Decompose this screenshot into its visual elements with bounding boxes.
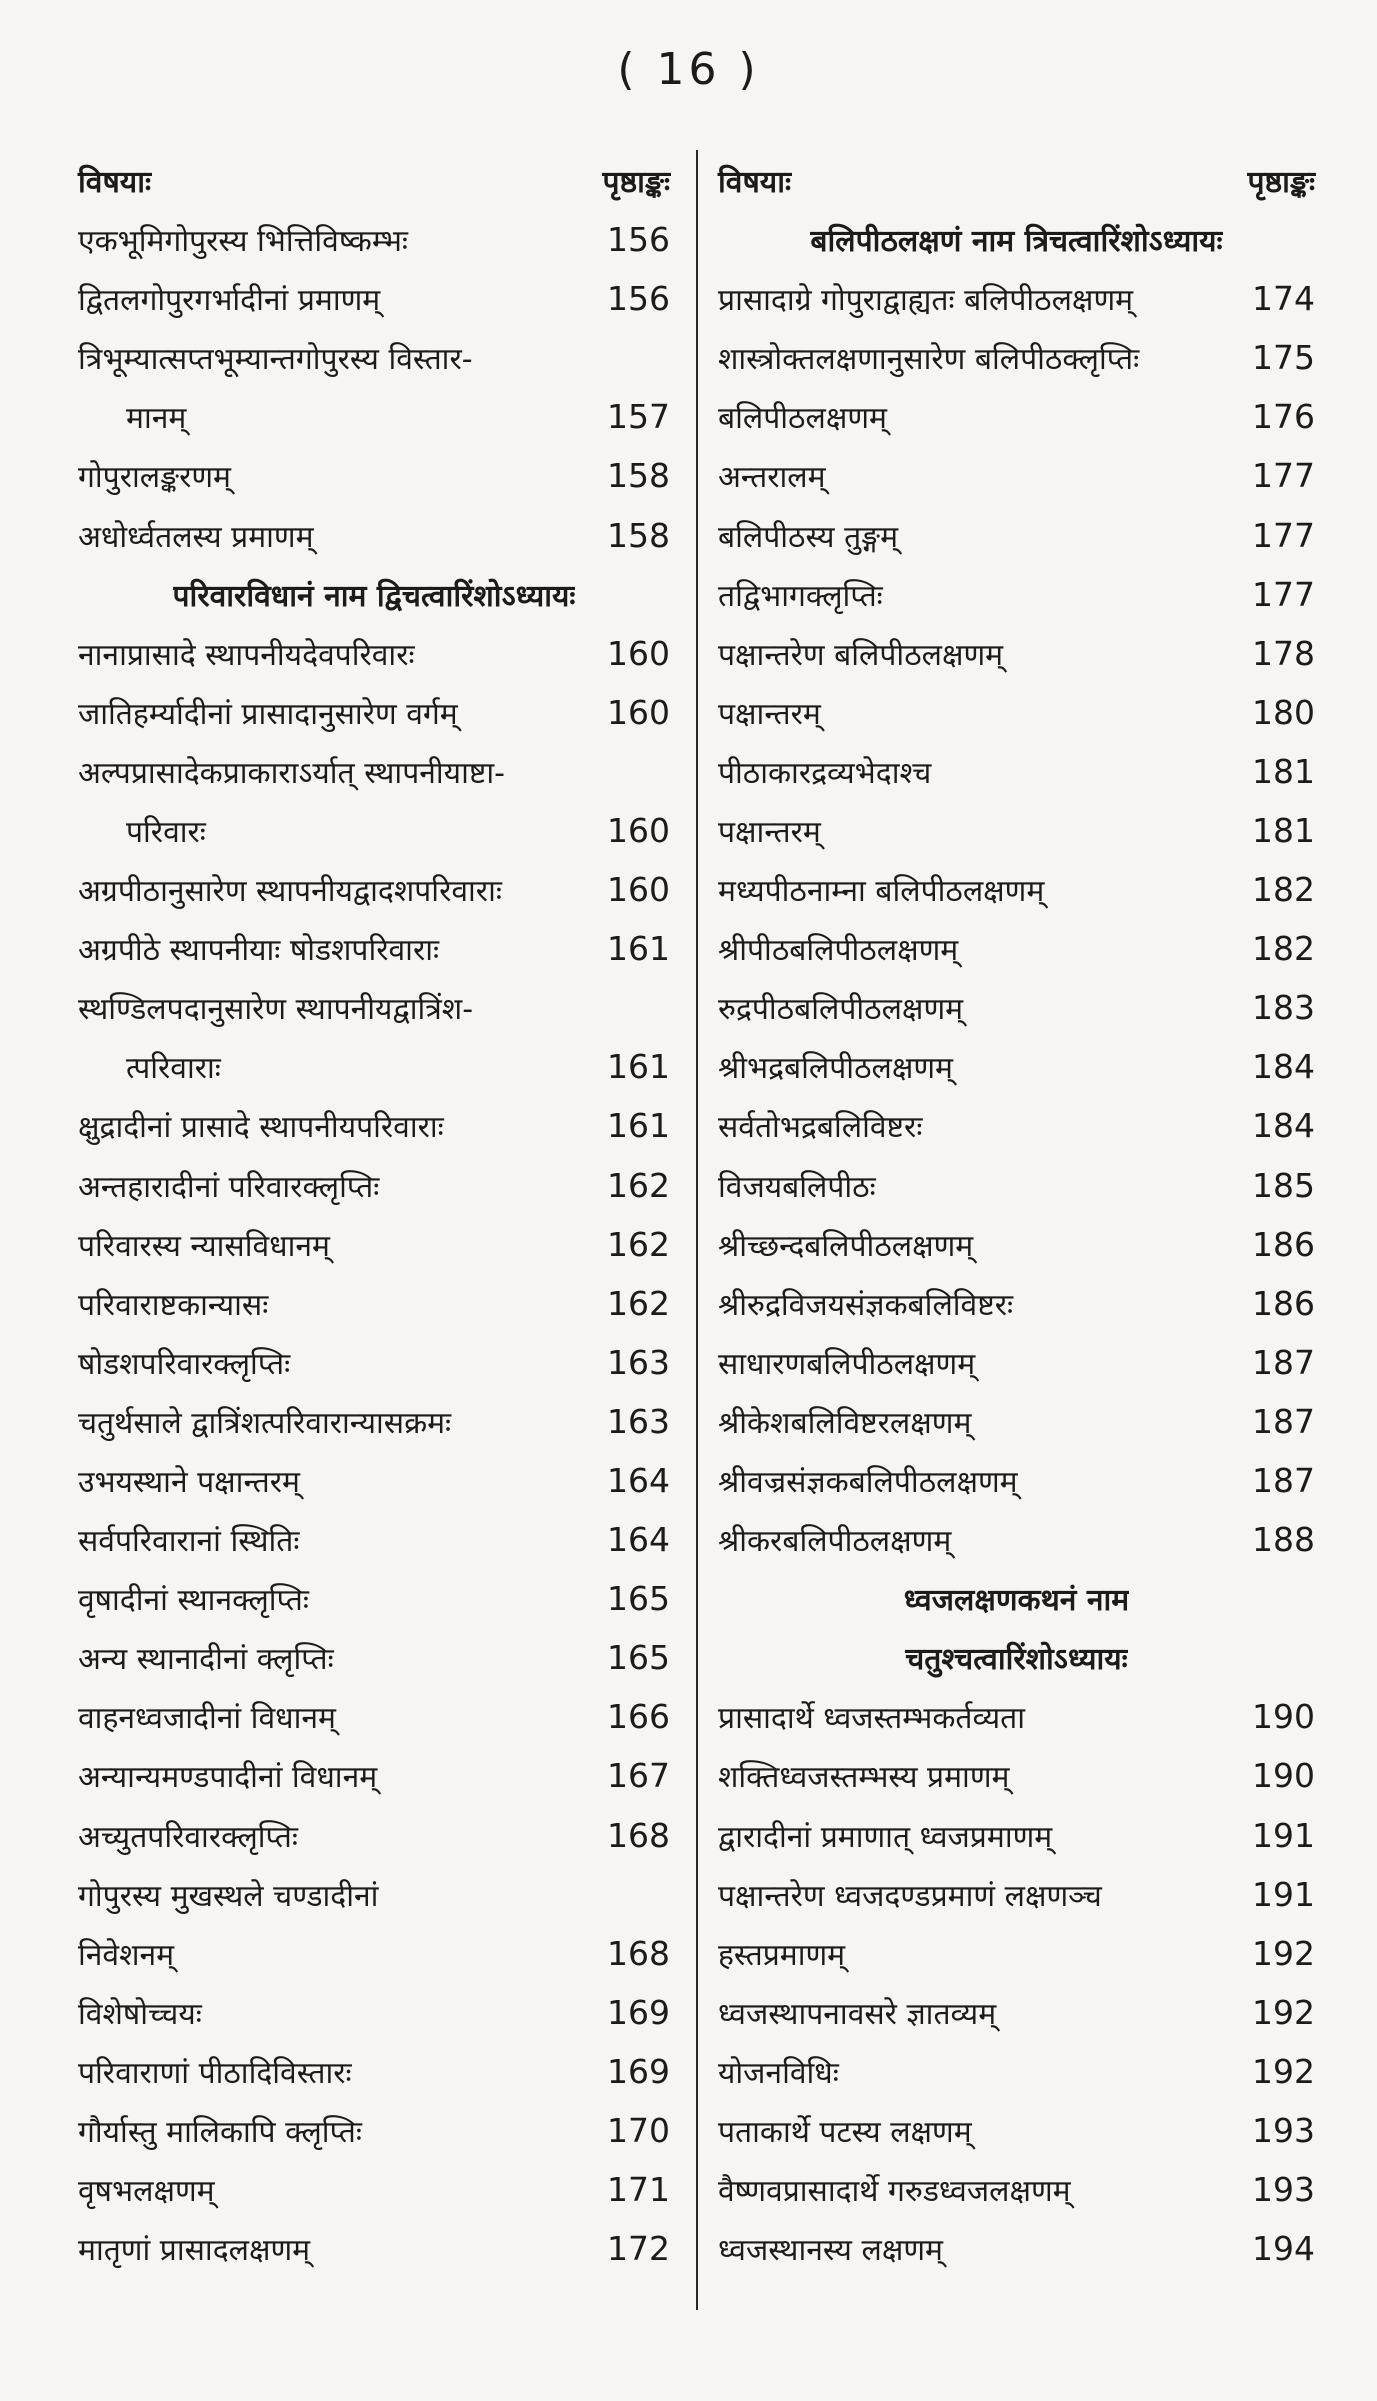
entry-page: 165 [607, 1579, 670, 1619]
toc-entry [718, 1037, 1315, 1096]
toc-entry [78, 1215, 670, 1274]
entry-page: 162 [607, 1224, 670, 1264]
toc-entry [718, 328, 1315, 387]
entry-title: परिवाराणां पीठादिविस्तारः [78, 2055, 352, 2091]
toc-entry [718, 1865, 1315, 1924]
entry-page: 161 [607, 1106, 670, 1146]
left-header-subject: विषयाः [78, 164, 152, 200]
entry-title: त्रिभूम्यात्सप्तभूम्यान्तगोपुरस्य विस्तार- [78, 342, 473, 378]
entry-title: पताकार्थे पटस्य लक्षणम् [718, 2115, 972, 2151]
entry-title: हस्तप्रमाणम् [718, 1937, 846, 1973]
entry-title: अन्तहारादीनां परिवारक्लृप्तिः [78, 1169, 380, 1205]
toc-entry [78, 328, 670, 387]
toc-entry [718, 1687, 1315, 1746]
toc-entry [718, 2042, 1315, 2101]
entry-title: अग्रपीठे स्थापनीयाः षोडशपरिवाराः [78, 933, 440, 969]
entry-title: पक्षान्तरम् [718, 696, 821, 732]
toc-entry [718, 1096, 1315, 1155]
entry-title: अन्यान्यमण्डपादीनां विधानम् [78, 1760, 378, 1796]
entry-page: 168 [607, 1815, 670, 1855]
entry-title: प्रासादार्थे ध्वजस्तम्भकर्तव्यता [718, 1701, 1026, 1737]
entry-page: 177 [1252, 456, 1315, 496]
entry-page: 192 [1252, 1992, 1315, 2032]
right-column [718, 150, 1315, 2278]
entry-title: विशेषोच्चयः [78, 1996, 202, 2032]
toc-entry [78, 446, 670, 505]
entry-page: 181 [1252, 751, 1315, 791]
toc-entry [718, 742, 1315, 801]
entry-title: गोपुरस्य मुखस्थले चण्डादीनां [78, 1878, 379, 1914]
entry-title: योजनविधिः [718, 2055, 839, 2091]
toc-entry [78, 860, 670, 919]
toc-entry [78, 1924, 670, 1983]
entry-title: ध्वजलक्षणकथनं नाम [903, 1583, 1130, 1619]
entry-page: 190 [1252, 1756, 1315, 1796]
page-number: ( 16 ) [617, 44, 760, 95]
entry-page: 182 [1252, 870, 1315, 910]
toc-entry [78, 1628, 670, 1687]
entry-page: 160 [607, 633, 670, 673]
entry-title: गौर्यास्तु मालिकापि क्लृप्तिः [78, 2115, 362, 2151]
entry-page: 169 [607, 1992, 670, 2032]
toc-entry [78, 1687, 670, 1746]
entry-title: वैष्णवप्रासादार्थे गरुडध्वजलक्षणम् [718, 2174, 1071, 2210]
entry-title: चतुर्थसाले द्वात्रिंशत्परिवारान्यासक्रमः [78, 1405, 452, 1441]
entry-page: 165 [607, 1638, 670, 1678]
entry-page: 160 [607, 810, 670, 850]
toc-entry [78, 269, 670, 328]
toc-entry [718, 978, 1315, 1037]
right-entries [718, 210, 1315, 2278]
entry-title: त्परिवाराः [126, 1051, 221, 1087]
entry-title: बलिपीठस्य तुङ्गम् [718, 519, 899, 555]
entry-title: बलिपीठलक्षणं नाम त्रिचत्वारिंशोऽध्यायः [810, 224, 1223, 260]
toc-entry [718, 1924, 1315, 1983]
entry-title: परिवारः [126, 814, 206, 850]
entry-title: अग्रपीठानुसारेण स्थापनीयद्वादशपरिवाराः [78, 874, 502, 910]
entry-page: 186 [1252, 1283, 1315, 1323]
entry-page: 192 [1252, 2051, 1315, 2091]
entry-title: द्वारादीनां प्रमाणात् ध्वजप्रमाणम् [718, 1819, 1053, 1855]
chapter-heading [78, 565, 670, 624]
toc-entry [78, 1156, 670, 1215]
entry-title: द्वितलगोपुरगर्भादीनां प्रमाणम् [78, 283, 381, 319]
entry-page: 181 [1252, 810, 1315, 850]
entry-page: 162 [607, 1283, 670, 1323]
entry-page: 157 [607, 397, 670, 437]
toc-entry [718, 1392, 1315, 1451]
entry-title: अन्य स्थानादीनां क्लृप्तिः [78, 1642, 334, 1678]
entry-title: परिवारविधानं नाम द्विचत्वारिंशोऽध्यायः [172, 578, 576, 614]
toc-entry [718, 446, 1315, 505]
toc-entry [78, 978, 670, 1037]
entry-title: नानाप्रासादे स्थापनीयदेवपरिवारः [78, 637, 415, 673]
entry-page: 161 [607, 929, 670, 969]
entry-page: 160 [607, 870, 670, 910]
toc-entry [718, 565, 1315, 624]
entry-page: 190 [1252, 1697, 1315, 1737]
entry-page: 177 [1252, 515, 1315, 555]
toc-entry [718, 269, 1315, 328]
entry-title: श्रीकेशबलिविष्टरलक्षणम् [718, 1405, 972, 1441]
entry-title: ध्वजस्थानस्य लक्षणम् [718, 2233, 943, 2269]
entry-page: 175 [1252, 338, 1315, 378]
entry-title: श्रीरुद्रविजयसंज्ञकबलिविष्टरः [718, 1287, 1014, 1323]
toc-entry [718, 801, 1315, 860]
entry-page: 174 [1252, 279, 1315, 319]
chapter-heading [718, 1569, 1315, 1628]
entry-page: 168 [607, 1933, 670, 1973]
entry-title: षोडशपरिवारक्लृप्तिः [78, 1346, 291, 1382]
toc-entry [78, 1451, 670, 1510]
entry-page: 188 [1252, 1520, 1315, 1560]
entry-title: पक्षान्तरेण बलिपीठलक्षणम् [718, 637, 1004, 673]
entry-page: 156 [607, 279, 670, 319]
entry-title: मातृणां प्रासादलक्षणम् [78, 2233, 311, 2269]
entry-title: ध्वजस्थापनावसरे ज्ञातव्यम् [718, 1996, 997, 2032]
toc-entry [718, 860, 1315, 919]
left-header-page: पृष्ठाङ्कः [602, 164, 670, 200]
toc-entry [718, 387, 1315, 446]
entry-title: वृषभलक्षणम् [78, 2174, 215, 2210]
entry-title: गोपुरालङ्करणम् [78, 460, 231, 496]
entry-page: 187 [1252, 1461, 1315, 1501]
entry-title: तद्विभागक्लृप्तिः [718, 578, 883, 614]
entry-page: 192 [1252, 1933, 1315, 1973]
toc-entry [78, 387, 670, 446]
entry-page: 184 [1252, 1047, 1315, 1087]
entry-page: 193 [1252, 2170, 1315, 2210]
toc-entry [718, 1806, 1315, 1865]
entry-title: पक्षान्तरम् [718, 814, 821, 850]
toc-entry [78, 742, 670, 801]
entry-page: 170 [607, 2111, 670, 2151]
entry-page: 184 [1252, 1106, 1315, 1146]
toc-entry [78, 1510, 670, 1569]
toc-entry [718, 1333, 1315, 1392]
entry-title: पक्षान्तरेण ध्वजदण्डप्रमाणं लक्षणञ्च [718, 1878, 1102, 1914]
entry-title: अल्पप्रासादेकप्राकाराऽर्यात् स्थापनीयाष्टा- [78, 755, 505, 791]
toc-entry [718, 1983, 1315, 2042]
entry-title: रुद्रपीठबलिपीठलक्षणम् [718, 992, 964, 1028]
toc-entry [78, 1096, 670, 1155]
entry-page: 172 [607, 2229, 670, 2269]
entry-title: वृषादीनां स्थानक्लृप्तिः [78, 1583, 309, 1619]
entry-title: अन्तरालम् [718, 460, 826, 496]
entry-title: बलिपीठलक्षणम् [718, 401, 887, 437]
toc-entry [78, 624, 670, 683]
toc-entry [718, 1156, 1315, 1215]
entry-title: क्षुद्रादीनां प्रासादे स्थापनीयपरिवाराः [78, 1110, 444, 1146]
entry-title: पीठाकारद्रव्यभेदाश्च [718, 755, 932, 791]
toc-entry [78, 2219, 670, 2278]
toc-entry [718, 1510, 1315, 1569]
entry-title: शक्तिध्वजस्तम्भस्य प्रमाणम् [718, 1760, 1010, 1796]
entry-page: 169 [607, 2051, 670, 2091]
entry-page: 176 [1252, 397, 1315, 437]
entry-page: 183 [1252, 988, 1315, 1028]
entry-title: जातिहर्म्यादीनां प्रासादानुसारेण वर्गम् [78, 696, 458, 732]
toc-entry [78, 1806, 670, 1865]
entry-title: विजयबलिपीठः [718, 1169, 876, 1205]
entry-title: निवेशनम् [78, 1937, 175, 1973]
entry-title: चतुश्चत्वारिंशोऽध्यायः [905, 1642, 1128, 1678]
right-header-subject: विषयाः [718, 164, 792, 200]
entry-title: अच्युतपरिवारक्लृप्तिः [78, 1819, 298, 1855]
toc-entry [78, 2160, 670, 2219]
entry-title: सर्वतोभद्रबलिविष्टरः [718, 1110, 923, 1146]
toc-entry [718, 2219, 1315, 2278]
toc-entry [718, 1274, 1315, 1333]
right-header [718, 150, 1315, 210]
entry-page: 158 [607, 515, 670, 555]
entry-page: 166 [607, 1697, 670, 1737]
entry-page: 164 [607, 1461, 670, 1501]
entry-page: 167 [607, 1756, 670, 1796]
toc-entry [78, 1983, 670, 2042]
toc-entry [718, 1746, 1315, 1805]
entry-page: 191 [1252, 1874, 1315, 1914]
left-column [78, 150, 670, 2278]
toc-entry [78, 1274, 670, 1333]
entry-title: मध्यपीठनाम्ना बलिपीठलक्षणम् [718, 874, 1045, 910]
entry-page: 185 [1252, 1165, 1315, 1205]
toc-entry [718, 919, 1315, 978]
toc-entry [718, 1451, 1315, 1510]
entry-title: श्रीच्छन्दबलिपीठलक्षणम् [718, 1228, 974, 1264]
entry-title: एकभूमिगोपुरस्य भित्तिविष्कम्भः [78, 224, 408, 260]
entry-page: 171 [607, 2170, 670, 2210]
entry-page: 178 [1252, 633, 1315, 673]
entry-title: शास्त्रोक्तलक्षणानुसारेण बलिपीठक्लृप्तिः [718, 342, 1140, 378]
entry-page: 158 [607, 456, 670, 496]
entry-page: 187 [1252, 1342, 1315, 1382]
entry-title: परिवारस्य न्यासविधानम् [78, 1228, 330, 1264]
entry-title: श्रीपीठबलिपीठलक्षणम् [718, 933, 959, 969]
entry-page: 187 [1252, 1401, 1315, 1441]
chapter-heading [718, 1628, 1315, 1687]
chapter-heading [718, 210, 1315, 269]
toc-entry [78, 1865, 670, 1924]
entry-page: 162 [607, 1165, 670, 1205]
toc-entry [718, 505, 1315, 564]
toc-entry [78, 210, 670, 269]
toc-entry [78, 2101, 670, 2160]
toc-entry [718, 1215, 1315, 1274]
entry-title: सर्वपरिवारानां स्थितिः [78, 1524, 300, 1560]
toc-entry [78, 1392, 670, 1451]
toc-entry [78, 1569, 670, 1628]
entry-page: 160 [607, 692, 670, 732]
entry-page: 180 [1252, 692, 1315, 732]
toc-entry [718, 624, 1315, 683]
entry-page: 163 [607, 1401, 670, 1441]
entry-page: 177 [1252, 574, 1315, 614]
entry-title: साधारणबलिपीठलक्षणम् [718, 1346, 976, 1382]
toc-entry [718, 2160, 1315, 2219]
entry-page: 156 [607, 220, 670, 260]
entry-page: 164 [607, 1520, 670, 1560]
entry-title: वाहनध्वजादीनां विधानम् [78, 1701, 336, 1737]
toc-entry [78, 1037, 670, 1096]
entry-title: श्रीकरबलिपीठलक्षणम् [718, 1524, 952, 1560]
toc-entry [78, 683, 670, 742]
entry-title: प्रासादाग्रे गोपुराद्वाह्यतः बलिपीठलक्षणम् [718, 283, 1134, 319]
entry-page: 191 [1252, 1815, 1315, 1855]
left-header [78, 150, 670, 210]
entry-title: स्थण्डिलपदानुसारेण स्थापनीयद्वात्रिंश- [78, 992, 474, 1028]
entry-title: परिवाराष्टकान्यासः [78, 1287, 269, 1323]
entry-title: श्रीभद्रबलिपीठलक्षणम् [718, 1051, 953, 1087]
toc-entry [78, 801, 670, 860]
toc-entry [718, 683, 1315, 742]
entry-title: श्रीवज्रसंज्ञकबलिपीठलक्षणम् [718, 1465, 1018, 1501]
entry-title: अधोर्ध्वतलस्य प्रमाणम् [78, 519, 314, 555]
toc-entry [718, 2101, 1315, 2160]
toc-entry [78, 2042, 670, 2101]
entry-page: 163 [607, 1342, 670, 1382]
entry-page: 194 [1252, 2229, 1315, 2269]
entry-page: 182 [1252, 929, 1315, 969]
right-header-page: पृष्ठाङ्कः [1247, 164, 1315, 200]
entry-page: 186 [1252, 1224, 1315, 1264]
toc-entry [78, 1746, 670, 1805]
toc-entry [78, 1333, 670, 1392]
entry-title: उभयस्थाने पक्षान्तरम् [78, 1465, 300, 1501]
column-divider [696, 150, 698, 2310]
entry-title: मानम् [126, 401, 187, 437]
entry-page: 193 [1252, 2111, 1315, 2151]
left-entries [78, 210, 670, 2278]
toc-entry [78, 919, 670, 978]
toc-entry [78, 505, 670, 564]
entry-page: 161 [607, 1047, 670, 1087]
